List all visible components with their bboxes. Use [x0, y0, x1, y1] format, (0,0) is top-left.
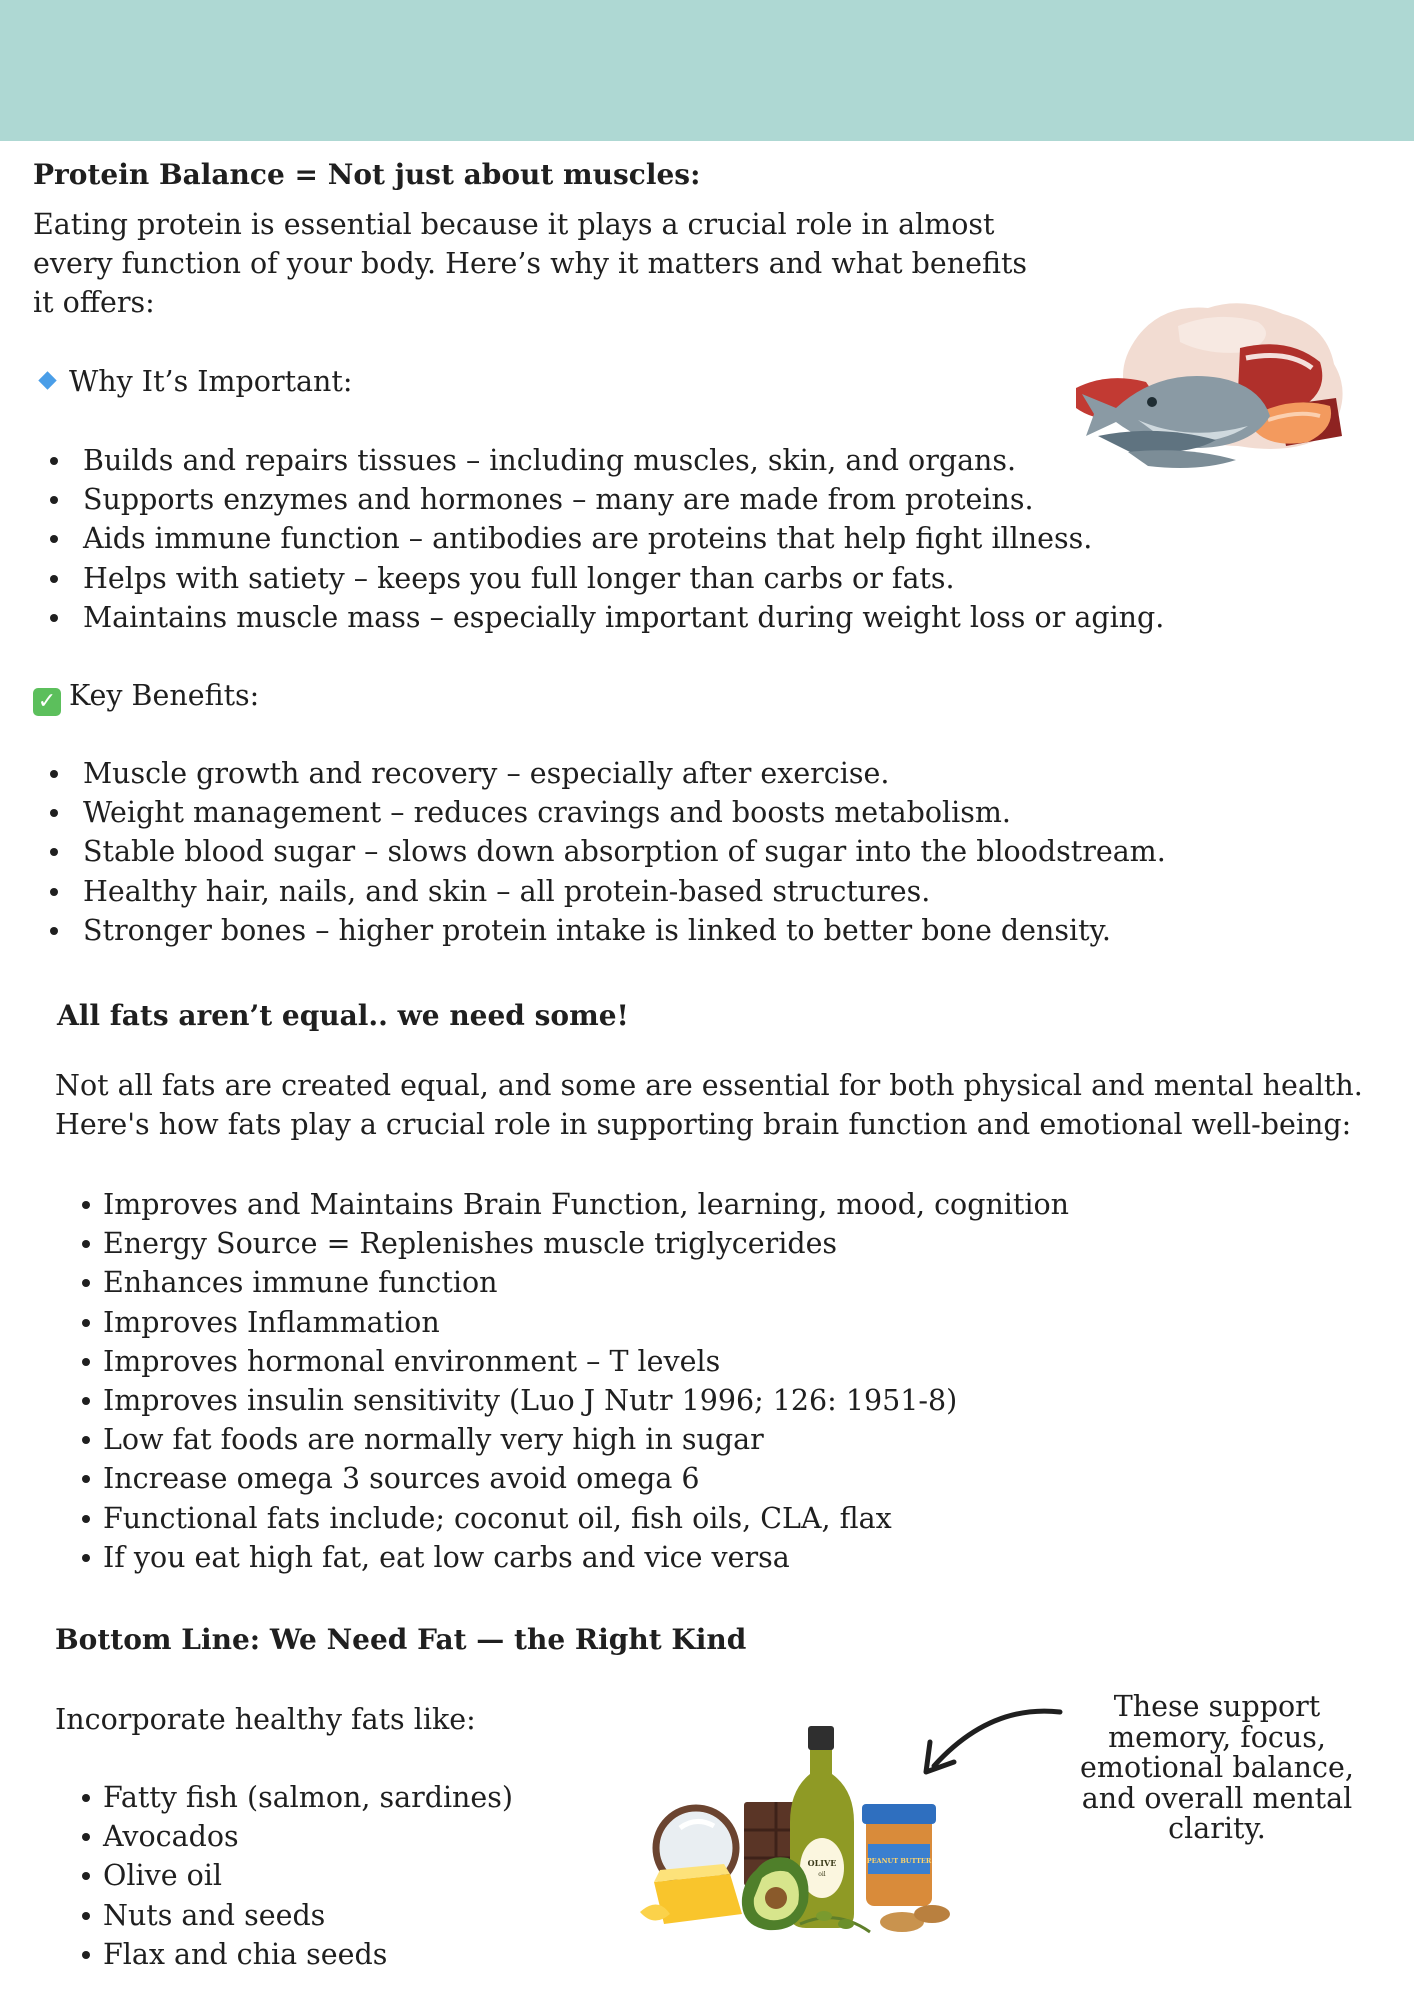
bottom-line-intro: Incorporate healthy fats like: [55, 1703, 476, 1736]
check-mark-icon: ✓ [33, 688, 61, 716]
protein-intro [33, 205, 1027, 322]
protein-foods-illustration [1068, 296, 1368, 476]
list-item: Healthy hair, nails, and skin – all protein-based structures. [33, 872, 1166, 911]
list-item: Muscle growth and recovery – especially after exercise. [33, 754, 1166, 793]
list-item: Improves Inflammation [80, 1303, 1069, 1342]
list-item: Weight management – reduces cravings and boosts metabolism. [33, 793, 1166, 832]
diamond-icon [38, 371, 56, 389]
healthy-fats-list [80, 1778, 513, 1974]
why-heading-label: Why It’s Important: [69, 365, 353, 398]
list-item: Nuts and seeds [80, 1896, 513, 1935]
list-item: Increase omega 3 sources avoid omega 6 [80, 1459, 1069, 1498]
list-item: If you eat high fat, eat low carbs and vice versa [80, 1538, 1069, 1577]
sardine-2-shape [1128, 450, 1236, 468]
olive-bottle-cap [808, 1726, 834, 1750]
fats-list [80, 1185, 1069, 1577]
why-heading [33, 362, 352, 401]
olive-fruit [816, 1911, 832, 1921]
list-item: Helps with satiety – keeps you full longer than carbs or fats. [33, 559, 1164, 598]
list-item: Avocados [80, 1817, 513, 1856]
butter-shape [654, 1874, 742, 1924]
intro-line: Here's how fats play a crucial role in supporting brain function and emotional well-being: [55, 1108, 1352, 1141]
why-list [33, 441, 1164, 637]
list-item: Functional fats include; coconut oil, fish oils, CLA, flax [80, 1499, 1069, 1538]
fish-eye [1147, 397, 1157, 407]
list-item: Stable blood sugar – slows down absorption of sugar into the bloodstream. [33, 832, 1166, 871]
fats-title: All fats aren’t equal.. we need some! [57, 999, 629, 1032]
peanut-2-shape [914, 1905, 950, 1923]
olive-label-text: OLIVE [807, 1858, 837, 1868]
note-line: and overall mental [1081, 1781, 1353, 1815]
header-band [0, 0, 1414, 141]
note-line: clarity. [1168, 1812, 1266, 1845]
peanut-butter-lid [862, 1804, 936, 1824]
note-line: emotional balance, [1080, 1751, 1354, 1784]
intro-line: Eating protein is essential because it plays a crucial role in almost [33, 208, 995, 241]
olive-fruit-2 [838, 1919, 854, 1929]
list-item: Maintains muscle mass – especially important during weight loss or aging. [33, 598, 1164, 637]
list-item: Low fat foods are normally very high in sugar [80, 1420, 1069, 1459]
list-item: Aids immune function – antibodies are proteins that help fight illness. [33, 519, 1164, 558]
list-item: Builds and repairs tissues – including muscles, skin, and organs. [33, 441, 1164, 480]
list-item: Improves hormonal environment – T levels [80, 1342, 1069, 1381]
list-item: Improves insulin sensitivity (Luo J Nutr 1996; 126: 1951-8) [80, 1381, 1069, 1420]
benefits-list [33, 754, 1166, 950]
side-note [1072, 1692, 1362, 1845]
list-item: Stronger bones – higher protein intake is linked to better bone density. [33, 911, 1166, 950]
list-item: Flax and chia seeds [80, 1935, 513, 1974]
intro-line: it offers: [33, 286, 155, 319]
fats-intro [55, 1066, 1363, 1144]
bottom-line-title: Bottom Line: We Need Fat — the Right Kind [55, 1623, 747, 1656]
olive-label-sub: oil [818, 1871, 826, 1878]
list-item: Improves and Maintains Brain Function, learning, mood, cognition [80, 1185, 1069, 1224]
note-line: These support [1113, 1690, 1321, 1723]
intro-line: every function of your body. Here’s why it matters and what benefits [33, 247, 1028, 280]
list-item: Olive oil [80, 1856, 513, 1895]
curved-arrow-icon [918, 1696, 1068, 1776]
intro-line: Not all fats are created equal, and some are essential for both physical and mental health. [55, 1069, 1363, 1102]
list-item: Supports enzymes and hormones – many are made from proteins. [33, 480, 1164, 519]
list-item: Fatty fish (salmon, sardines) [80, 1778, 513, 1817]
peanut-butter-label: PEANUT BUTTER [866, 1857, 932, 1865]
protein-title: Protein Balance = Not just about muscles: [33, 158, 701, 191]
note-line: memory, focus, [1108, 1720, 1326, 1754]
benefits-heading [33, 676, 259, 716]
list-item: Enhances immune function [80, 1263, 1069, 1302]
list-item: Energy Source = Replenishes muscle triglycerides [80, 1224, 1069, 1263]
benefits-heading-label: Key Benefits: [69, 679, 260, 712]
avocado-pit [765, 1887, 787, 1909]
